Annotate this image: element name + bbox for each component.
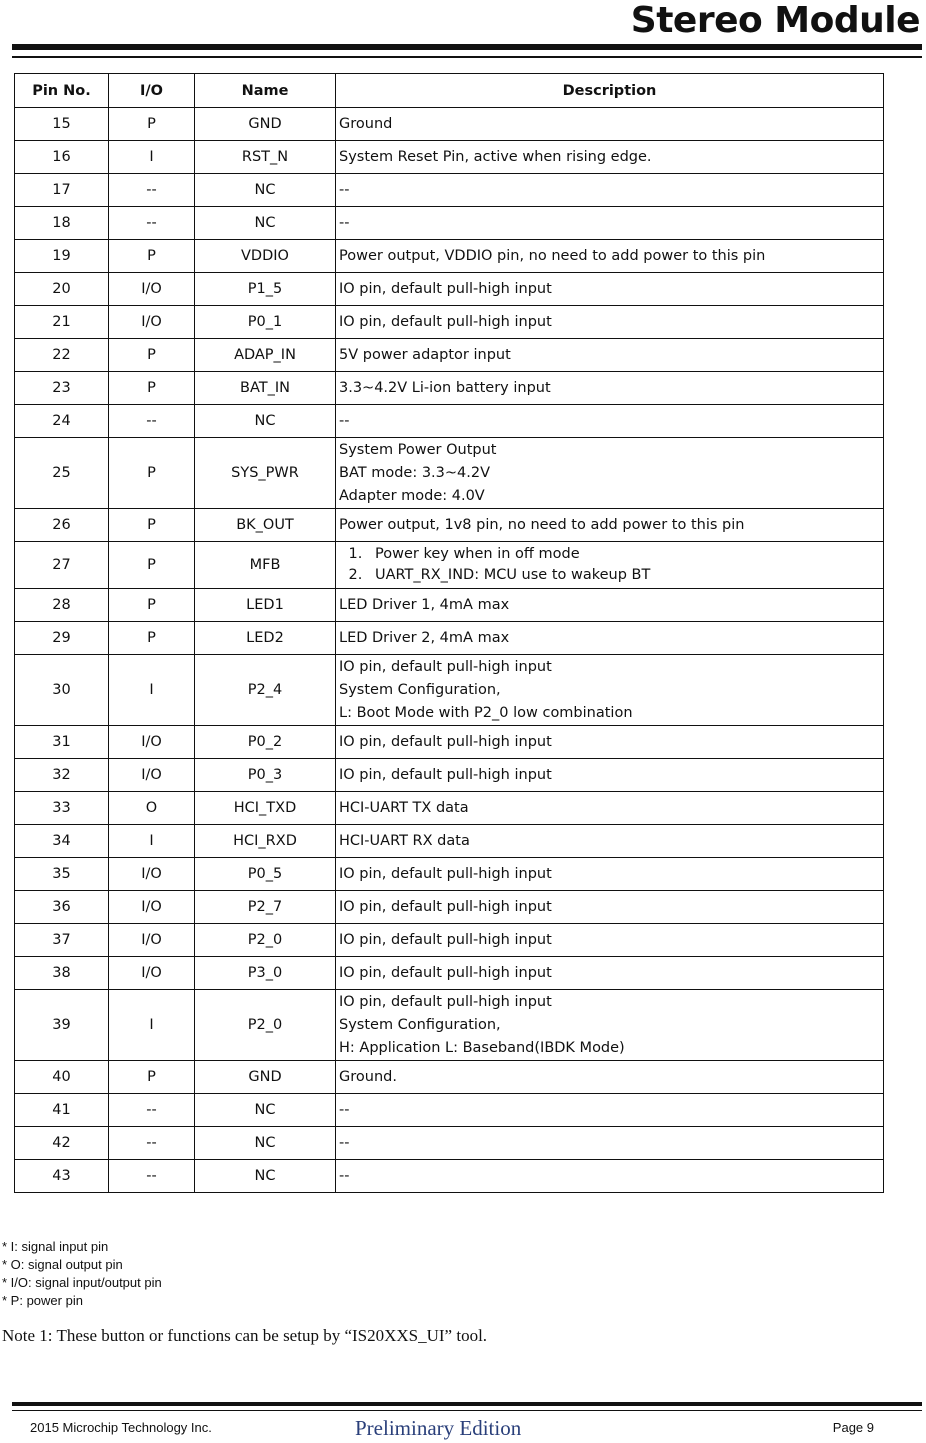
table-row — [15, 858, 884, 891]
io-cell: I — [109, 990, 195, 1061]
description-line: IO pin, default pull-high input — [339, 865, 552, 882]
pin-name-cell: NC — [195, 174, 336, 207]
pin-table — [14, 73, 884, 1193]
pin-name-cell: NC — [195, 1094, 336, 1127]
description-cell — [336, 372, 884, 405]
legend-item: * I/O: signal input/output pin — [2, 1275, 162, 1290]
table-row — [15, 339, 884, 372]
pin-name-cell: BK_OUT — [195, 509, 336, 542]
pin-number-cell: 18 — [15, 207, 109, 240]
pin-number-cell: 15 — [15, 108, 109, 141]
pin-name-cell: LED1 — [195, 589, 336, 622]
description-line: System Reset Pin, active when rising edge. — [339, 148, 652, 165]
io-cell: P — [109, 372, 195, 405]
pin-name-cell: P1_5 — [195, 273, 336, 306]
pin-name-cell: HCI_RXD — [195, 825, 336, 858]
description-line: BAT mode: 3.3~4.2V — [339, 464, 491, 481]
description-cell — [336, 589, 884, 622]
io-cell: I/O — [109, 891, 195, 924]
description-cell — [336, 655, 884, 726]
description-line: IO pin, default pull-high input — [339, 766, 552, 783]
io-cell: I/O — [109, 858, 195, 891]
column-header-description: Description — [336, 74, 884, 108]
pin-number-cell: 34 — [15, 825, 109, 858]
table-row — [15, 655, 884, 726]
pin-number-cell: 24 — [15, 405, 109, 438]
table-row — [15, 990, 884, 1061]
description-line: Power output, 1v8 pin, no need to add power to this pin — [339, 516, 745, 533]
description-cell — [336, 141, 884, 174]
io-cell: -- — [109, 1160, 195, 1193]
table-row — [15, 1094, 884, 1127]
pin-number-cell: 23 — [15, 372, 109, 405]
description-line: -- — [339, 1134, 350, 1151]
description-cell — [336, 1160, 884, 1193]
table-row — [15, 306, 884, 339]
table-row — [15, 509, 884, 542]
pin-name-cell: ADAP_IN — [195, 339, 336, 372]
io-cell: I/O — [109, 957, 195, 990]
pin-number-cell: 17 — [15, 174, 109, 207]
description-line: System Power Output — [339, 441, 497, 458]
footer-page-number: Page 9 — [832, 1420, 874, 1435]
description-cell — [336, 891, 884, 924]
pin-number-cell: 27 — [15, 542, 109, 589]
pin-name-cell: NC — [195, 207, 336, 240]
table-row — [15, 891, 884, 924]
description-cell — [336, 240, 884, 273]
pin-number-cell: 30 — [15, 655, 109, 726]
pin-name-cell: HCI_TXD — [195, 792, 336, 825]
io-cell: P — [109, 438, 195, 509]
io-legend — [2, 1238, 162, 1310]
description-line: System Configuration, — [339, 1016, 501, 1033]
description-line: L: Boot Mode with P2_0 low combination — [339, 704, 633, 721]
description-cell — [336, 273, 884, 306]
pin-name-cell: GND — [195, 108, 336, 141]
io-cell: P — [109, 622, 195, 655]
pin-name-cell: P0_2 — [195, 726, 336, 759]
description-cell — [336, 957, 884, 990]
pin-name-cell: VDDIO — [195, 240, 336, 273]
table-row — [15, 622, 884, 655]
io-cell: P — [109, 509, 195, 542]
table-row — [15, 438, 884, 509]
description-list-item: 1. Power key when in off mode — [367, 544, 880, 565]
description-cell — [336, 858, 884, 891]
description-line: IO pin, default pull-high input — [339, 313, 552, 330]
table-row — [15, 273, 884, 306]
footer-edition: Preliminary Edition — [355, 1416, 522, 1440]
pin-number-cell: 40 — [15, 1061, 109, 1094]
description-cell — [336, 825, 884, 858]
pin-number-cell: 42 — [15, 1127, 109, 1160]
pin-name-cell: NC — [195, 1160, 336, 1193]
pin-number-cell: 39 — [15, 990, 109, 1061]
pin-name-cell: NC — [195, 405, 336, 438]
description-cell — [336, 990, 884, 1061]
description-list-item: 2. UART_RX_IND: MCU use to wakeup BT — [367, 565, 880, 586]
description-list — [339, 544, 880, 586]
pin-number-cell: 28 — [15, 589, 109, 622]
pin-number-cell: 31 — [15, 726, 109, 759]
pin-number-cell: 38 — [15, 957, 109, 990]
description-cell — [336, 207, 884, 240]
description-line: LED Driver 2, 4mA max — [339, 629, 510, 646]
pin-number-cell: 29 — [15, 622, 109, 655]
table-row — [15, 825, 884, 858]
description-line: LED Driver 1, 4mA max — [339, 596, 510, 613]
io-cell: -- — [109, 1094, 195, 1127]
pin-table-body — [15, 108, 884, 1193]
description-line: -- — [339, 1167, 350, 1184]
footer-rule-thin — [12, 1410, 922, 1411]
table-row — [15, 759, 884, 792]
description-cell — [336, 759, 884, 792]
description-line: IO pin, default pull-high input — [339, 280, 552, 297]
description-cell — [336, 1094, 884, 1127]
pin-number-cell: 19 — [15, 240, 109, 273]
description-cell — [336, 438, 884, 509]
column-header-io: I/O — [109, 74, 195, 108]
io-cell: I/O — [109, 726, 195, 759]
pin-name-cell: NC — [195, 1127, 336, 1160]
column-header-name: Name — [195, 74, 336, 108]
description-line: IO pin, default pull-high input — [339, 993, 552, 1010]
description-line: HCI-UART TX data — [339, 799, 469, 816]
io-cell: P — [109, 240, 195, 273]
io-cell: I — [109, 825, 195, 858]
io-cell: P — [109, 339, 195, 372]
pin-number-cell: 32 — [15, 759, 109, 792]
header-rule-thin — [12, 56, 922, 58]
pin-name-cell: GND — [195, 1061, 336, 1094]
description-line: Adapter mode: 4.0V — [339, 487, 485, 504]
footer-rule-thick — [12, 1402, 922, 1406]
header-rule-thick — [12, 44, 922, 50]
io-cell: I/O — [109, 306, 195, 339]
pin-name-cell: P0_5 — [195, 858, 336, 891]
table-row — [15, 240, 884, 273]
io-cell: -- — [109, 1127, 195, 1160]
description-line: H: Application L: Baseband(IBDK Mode) — [339, 1039, 625, 1056]
description-line: IO pin, default pull-high input — [339, 733, 552, 750]
description-cell — [336, 1061, 884, 1094]
pin-number-cell: 22 — [15, 339, 109, 372]
description-cell — [336, 622, 884, 655]
table-row — [15, 792, 884, 825]
description-cell — [336, 792, 884, 825]
description-line: HCI-UART RX data — [339, 832, 470, 849]
pin-name-cell: LED2 — [195, 622, 336, 655]
io-cell: P — [109, 542, 195, 589]
pin-number-cell: 25 — [15, 438, 109, 509]
pin-name-cell: P2_7 — [195, 891, 336, 924]
description-cell — [336, 108, 884, 141]
description-line: 3.3~4.2V Li-ion battery input — [339, 379, 551, 396]
pin-number-cell: 36 — [15, 891, 109, 924]
io-cell: I/O — [109, 924, 195, 957]
description-cell — [336, 306, 884, 339]
description-cell — [336, 509, 884, 542]
description-cell — [336, 405, 884, 438]
legend-item: * I: signal input pin — [2, 1239, 109, 1254]
description-line: 5V power adaptor input — [339, 346, 511, 363]
table-row — [15, 108, 884, 141]
description-line: IO pin, default pull-high input — [339, 931, 552, 948]
io-cell: I — [109, 141, 195, 174]
table-row — [15, 542, 884, 589]
pin-name-cell: P0_3 — [195, 759, 336, 792]
pin-number-cell: 43 — [15, 1160, 109, 1193]
io-cell: P — [109, 108, 195, 141]
pin-name-cell: MFB — [195, 542, 336, 589]
description-cell — [336, 924, 884, 957]
footer-copyright: 2015 Microchip Technology Inc. — [30, 1420, 212, 1435]
pin-number-cell: 16 — [15, 141, 109, 174]
note-1: Note 1: These button or functions can be setup by “IS20XXS_UI” tool. — [2, 1326, 488, 1345]
pin-number-cell: 26 — [15, 509, 109, 542]
table-row — [15, 1127, 884, 1160]
description-cell — [336, 339, 884, 372]
io-cell: P — [109, 1061, 195, 1094]
pin-name-cell: P2_0 — [195, 924, 336, 957]
legend-item: * O: signal output pin — [2, 1257, 123, 1272]
io-cell: I — [109, 655, 195, 726]
pin-number-cell: 37 — [15, 924, 109, 957]
column-header-pin: Pin No. — [15, 74, 109, 108]
table-row — [15, 726, 884, 759]
pin-number-cell: 21 — [15, 306, 109, 339]
description-cell — [336, 542, 884, 589]
table-row — [15, 1160, 884, 1193]
description-line: System Configuration, — [339, 681, 501, 698]
table-row — [15, 589, 884, 622]
io-cell: -- — [109, 405, 195, 438]
description-line: Power output, VDDIO pin, no need to add power to this pin — [339, 247, 766, 264]
io-cell: -- — [109, 174, 195, 207]
pin-number-cell: 35 — [15, 858, 109, 891]
description-line: Ground. — [339, 1068, 397, 1085]
io-cell: I/O — [109, 273, 195, 306]
legend-item: * P: power pin — [2, 1293, 83, 1308]
pin-number-cell: 41 — [15, 1094, 109, 1127]
table-row — [15, 372, 884, 405]
io-cell: I/O — [109, 759, 195, 792]
pin-number-cell: 33 — [15, 792, 109, 825]
description-line: IO pin, default pull-high input — [339, 658, 552, 675]
description-cell — [336, 726, 884, 759]
table-row — [15, 1061, 884, 1094]
pin-name-cell: RST_N — [195, 141, 336, 174]
pin-name-cell: P2_4 — [195, 655, 336, 726]
description-line: -- — [339, 1101, 350, 1118]
io-cell: -- — [109, 207, 195, 240]
table-row — [15, 924, 884, 957]
table-row — [15, 405, 884, 438]
description-line: -- — [339, 214, 350, 231]
description-line: -- — [339, 412, 350, 429]
page-title: Stereo Module — [630, 0, 920, 41]
table-row — [15, 207, 884, 240]
table-header-row — [15, 74, 884, 108]
pin-name-cell: P3_0 — [195, 957, 336, 990]
table-row — [15, 174, 884, 207]
description-cell — [336, 1127, 884, 1160]
pin-name-cell: BAT_IN — [195, 372, 336, 405]
description-cell — [336, 174, 884, 207]
description-line: -- — [339, 181, 350, 198]
io-cell: P — [109, 589, 195, 622]
pin-name-cell: SYS_PWR — [195, 438, 336, 509]
pin-number-cell: 20 — [15, 273, 109, 306]
io-cell: O — [109, 792, 195, 825]
description-line: Ground — [339, 115, 393, 132]
pin-name-cell: P2_0 — [195, 990, 336, 1061]
description-line: IO pin, default pull-high input — [339, 898, 552, 915]
pin-name-cell: P0_1 — [195, 306, 336, 339]
description-line: IO pin, default pull-high input — [339, 964, 552, 981]
table-row — [15, 957, 884, 990]
table-row — [15, 141, 884, 174]
